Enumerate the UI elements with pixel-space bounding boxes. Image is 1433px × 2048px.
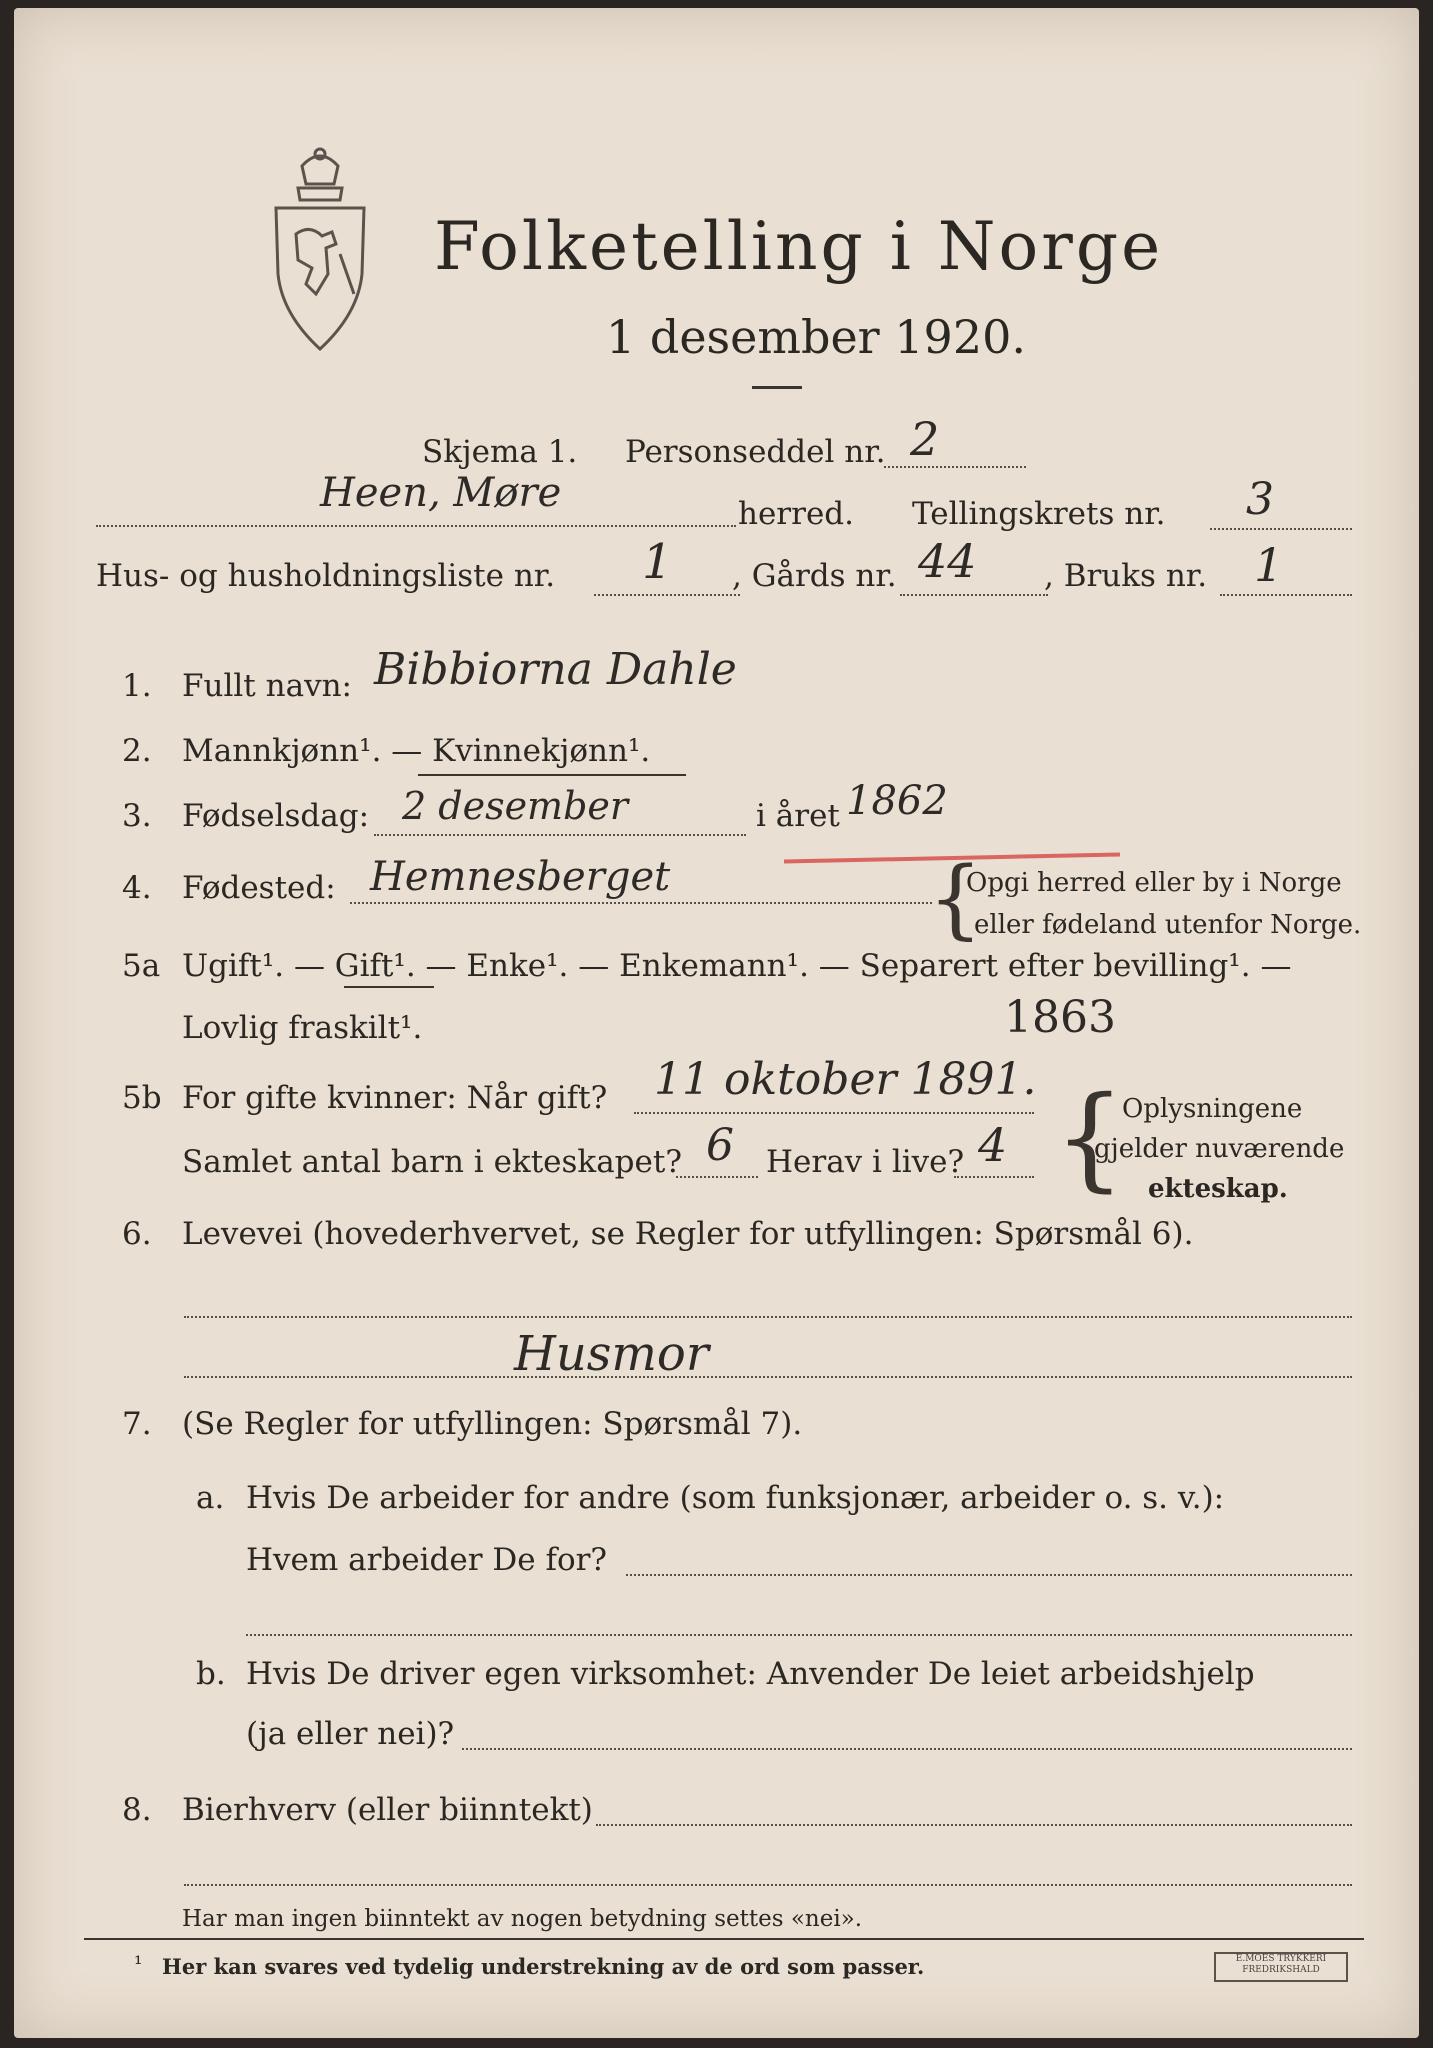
hus-value: 1 xyxy=(642,534,673,590)
q5a-label-2: Lovlig fraskilt¹. xyxy=(182,1010,423,1046)
q5b-number: 5b xyxy=(122,1080,162,1116)
q6-label: Levevei (hovederhvervet, se Regler for utfyllingen: Spørsmål 6). xyxy=(182,1216,1194,1252)
tellingskrets-value: 3 xyxy=(1246,474,1274,525)
side-income-line-2 xyxy=(184,1884,1352,1886)
birthplace-value: Hemnesberget xyxy=(370,854,671,900)
q5a-label: Ugift¹. — Gift¹. — Enke¹. — Enkemann¹. — Separert efter bevilling¹. — xyxy=(182,948,1292,984)
hus-line xyxy=(594,594,740,596)
marriage-brace: { xyxy=(1054,1073,1126,1203)
employer-line-2 xyxy=(246,1634,1352,1636)
herred-label: herred. xyxy=(738,496,854,532)
q8-label: Bierhverv (eller biinntekt) xyxy=(182,1792,593,1828)
herred-line xyxy=(96,525,736,527)
personseddel-value: 2 xyxy=(910,412,940,466)
title-divider xyxy=(752,386,802,389)
footnote-text: Her kan svares ved tydelig understrekning av de ord som passer. xyxy=(162,1954,925,1979)
bruks-label: , Bruks nr. xyxy=(1044,558,1208,594)
q5a-number: 5a xyxy=(122,948,161,984)
alive-value: 4 xyxy=(978,1118,1008,1172)
marriage-note-2: gjelder nuværende xyxy=(1094,1134,1345,1164)
footnote-mark: ¹ xyxy=(134,1952,143,1976)
kvinnekjonn-underline xyxy=(418,774,686,776)
children-label: Samlet antal barn i ekteskapet? xyxy=(182,1144,682,1180)
q7a-label-2: Hvem arbeider De for? xyxy=(246,1542,608,1578)
printer-stamp-line-1: E.MOES TRYKKERI xyxy=(1235,1954,1327,1964)
herred-value: Heen, Møre xyxy=(320,470,562,516)
q7b-label-2: (ja eller nei)? xyxy=(246,1716,455,1752)
personseddel-label: Personseddel nr. xyxy=(625,434,886,470)
employer-line-1 xyxy=(626,1574,1352,1576)
gift-underline xyxy=(344,986,434,988)
alive-line xyxy=(954,1176,1034,1178)
schema-label: Skjema 1. xyxy=(422,434,578,470)
birthday-value: 2 desember xyxy=(402,784,629,828)
birthday-line xyxy=(374,834,746,836)
q1-number: 1. xyxy=(122,668,152,704)
q2-number: 2. xyxy=(122,733,152,769)
marriage-date-line xyxy=(634,1112,1034,1114)
full-name-value: Bibbiorna Dahle xyxy=(374,644,737,695)
q4-number: 4. xyxy=(122,870,152,906)
q4-label: Fødested: xyxy=(182,870,336,906)
children-line xyxy=(676,1176,758,1178)
q5b-label: For gifte kvinner: Når gift? xyxy=(182,1080,608,1116)
occupation-line-2 xyxy=(184,1376,1352,1378)
bruks-line xyxy=(1220,594,1352,596)
tellingskrets-line xyxy=(1210,528,1352,530)
gards-label: , Gårds nr. xyxy=(732,558,897,594)
q7b-number: b. xyxy=(196,1656,226,1692)
side-income-line-1 xyxy=(596,1824,1352,1826)
gards-value: 44 xyxy=(918,534,977,588)
birth-year-value: 1862 xyxy=(846,778,948,824)
q7a-number: a. xyxy=(196,1480,225,1516)
hus-label: Hus- og husholdningsliste nr. xyxy=(96,558,556,594)
birthplace-line xyxy=(350,902,932,904)
q7-number: 7. xyxy=(122,1406,152,1442)
printer-stamp-line-2: FREDRIKSHALD xyxy=(1242,1965,1320,1975)
marriage-note-3: ekteskap. xyxy=(1148,1174,1288,1204)
coat-of-arms-icon xyxy=(262,144,378,354)
form-title: Folketelling i Norge xyxy=(434,208,1164,285)
q7-label: (Se Regler for utfyllingen: Spørsmål 7). xyxy=(182,1406,803,1442)
birthplace-note-2: eller fødeland utenfor Norge. xyxy=(974,910,1362,940)
birthplace-note-1: Opgi herred eller by i Norge xyxy=(966,868,1342,898)
gards-line xyxy=(900,594,1048,596)
hired-help-line xyxy=(462,1748,1352,1750)
printer-stamp xyxy=(1214,1952,1348,1982)
marriage-date-value: 11 oktober 1891. xyxy=(654,1054,1037,1105)
q3-number: 3. xyxy=(122,798,152,834)
tellingskrets-label: Tellingskrets nr. xyxy=(912,496,1166,532)
occupation-line-1 xyxy=(184,1316,1352,1318)
q7a-label: Hvis De arbeider for andre (som funksjonær, arbeider o. s. v.): xyxy=(246,1480,1225,1516)
bruks-value: 1 xyxy=(1254,538,1284,592)
personseddel-line xyxy=(884,466,1026,468)
census-form-sheet xyxy=(14,8,1419,2038)
q3-label: Fødselsdag: xyxy=(182,798,370,834)
birthplace-brace: { xyxy=(928,849,983,949)
q7b-label: Hvis De driver egen virksomhet: Anvender De leiet arbeidshjelp xyxy=(246,1656,1255,1692)
footer-note: Har man ingen biinntekt av nogen betydning settes «nei». xyxy=(182,1906,863,1932)
q6-number: 6. xyxy=(122,1216,152,1252)
census-date: 1 desember 1920. xyxy=(606,310,1026,364)
children-value: 6 xyxy=(706,1120,734,1171)
marriage-note-1: Oplysningene xyxy=(1122,1094,1303,1124)
year-label: i året xyxy=(756,798,840,834)
q1-label: Fullt navn: xyxy=(182,668,352,704)
margin-note-year: 1863 xyxy=(1004,992,1116,1043)
occupation-value: Husmor xyxy=(514,1326,709,1382)
q8-number: 8. xyxy=(122,1792,152,1828)
alive-label: Herav i live? xyxy=(766,1144,965,1180)
q2-label: Mannkjønn¹. — Kvinnekjønn¹. xyxy=(182,733,651,769)
footer-rule xyxy=(84,1938,1364,1940)
